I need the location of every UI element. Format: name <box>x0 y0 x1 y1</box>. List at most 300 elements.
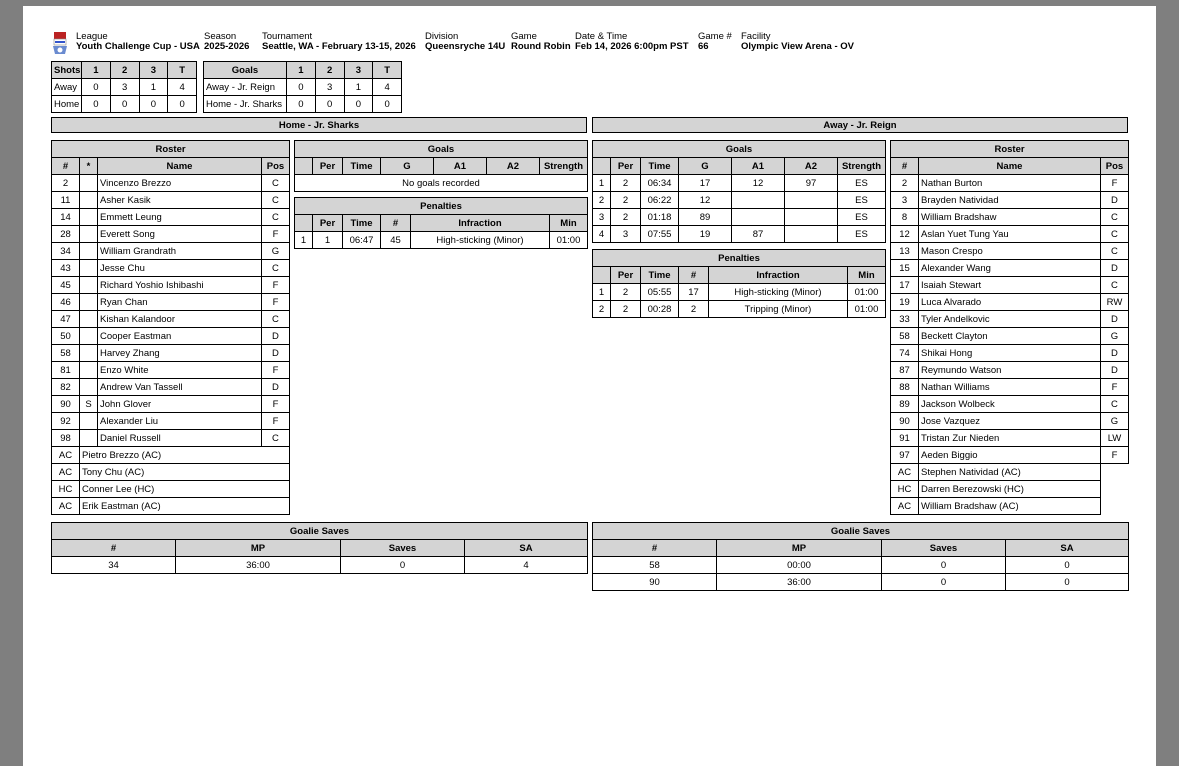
staff-role: HC <box>891 481 919 498</box>
away-goal-row-cell: 2 <box>611 192 641 209</box>
league-logo-icon <box>51 31 69 55</box>
home-roster-row-cell <box>80 209 98 226</box>
away-roster-row <box>891 328 1129 345</box>
away-roster-row-cell: LW <box>1100 430 1128 447</box>
away-roster-row <box>891 209 1129 226</box>
home-roster-title-row <box>52 141 290 158</box>
home-roster-row-cell <box>80 362 98 379</box>
home-saves-row-cell: 4 <box>465 557 588 574</box>
away-penalty-row <box>593 301 886 318</box>
saves-header: Saves <box>341 540 465 557</box>
away-roster-body <box>891 175 1129 515</box>
away-roster-row <box>891 345 1129 362</box>
away-roster-row <box>891 362 1129 379</box>
facility-value: Olympic View Arena - OV <box>741 41 854 52</box>
home-roster-row <box>52 413 290 430</box>
home-roster-row-cell: S <box>80 396 98 413</box>
away-roster-row <box>891 192 1129 209</box>
home-saves-row-cell: 0 <box>341 557 465 574</box>
staff-role: AC <box>891 498 919 515</box>
home-roster-row-cell: C <box>261 260 289 277</box>
index-header <box>295 158 313 175</box>
home-roster-header-row <box>52 158 290 175</box>
home-roster-row <box>52 311 290 328</box>
staff-row <box>52 498 290 515</box>
away-roster-row-cell: F <box>1100 175 1128 192</box>
away-penalty-row-cell: 2 <box>611 301 641 318</box>
shots-row-cell: 1 <box>139 79 168 96</box>
away-roster-row-cell: Alexander Wang <box>919 260 1101 277</box>
index-header <box>593 158 611 175</box>
staff-row <box>52 447 290 464</box>
home-roster-row-cell: F <box>261 362 289 379</box>
tournament-field <box>262 32 416 52</box>
home-roster-row-cell: Kishan Kalandoor <box>98 311 262 328</box>
away-goal-row-cell: ES <box>837 226 885 243</box>
shots-row-cell: 0 <box>139 96 168 113</box>
away-goal-row-cell: 19 <box>679 226 732 243</box>
home-roster-row-cell <box>80 379 98 396</box>
shots-row <box>52 96 197 113</box>
away-roster-title-row <box>891 141 1129 158</box>
home-roster-row-cell: 92 <box>52 413 80 430</box>
away-roster-row-cell: Tyler Andelkovic <box>919 311 1101 328</box>
away-saves-row-cell: 90 <box>593 574 717 591</box>
away-penalty-row-cell: 2 <box>679 301 709 318</box>
away-roster-row-cell: 17 <box>891 277 919 294</box>
away-roster-row-cell: 97 <box>891 447 919 464</box>
home-penalty-row-cell: 1 <box>295 232 313 249</box>
away-saves-header-row <box>593 540 1129 557</box>
season-field <box>204 32 249 52</box>
infraction-header: Infraction <box>411 215 550 232</box>
total-header: T <box>373 62 402 79</box>
home-penalties-header-row <box>295 215 588 232</box>
home-saves-row-cell: 34 <box>52 557 176 574</box>
away-saves-title-row <box>593 523 1129 540</box>
home-goals-title-row <box>295 141 588 158</box>
away-saves-row-cell: 0 <box>882 557 1006 574</box>
away-goals-header-row <box>593 158 886 175</box>
shots-summary-table <box>51 61 197 113</box>
time-header: Time <box>343 215 381 232</box>
home-penalties-title-row <box>295 198 588 215</box>
shots-header-row <box>52 62 197 79</box>
away-saves-row-cell: 0 <box>1006 574 1129 591</box>
shots-row-cell: 4 <box>168 79 197 96</box>
home-saves-title-row <box>52 523 588 540</box>
home-roster-row <box>52 294 290 311</box>
period-2-header: 2 <box>110 62 139 79</box>
away-penalty-row-cell: 01:00 <box>847 284 885 301</box>
datetime-label: Date & Time <box>575 31 628 42</box>
league-field <box>76 32 200 52</box>
away-roster-row <box>891 447 1129 464</box>
home-saves-title: Goalie Saves <box>52 523 588 540</box>
infraction-header: Infraction <box>709 267 848 284</box>
away-roster-row-cell: 87 <box>891 362 919 379</box>
shots-against-header: SA <box>465 540 588 557</box>
home-roster-row-cell: C <box>261 430 289 447</box>
game-label: Game <box>511 31 537 42</box>
home-saves-row-cell: 36:00 <box>176 557 341 574</box>
away-roster-table <box>890 140 1129 515</box>
away-goal-row-cell: 89 <box>679 209 732 226</box>
minutes-header: Min <box>549 215 587 232</box>
name-header: Name <box>919 158 1101 175</box>
time-header: Time <box>641 158 679 175</box>
home-roster-table <box>51 140 290 515</box>
away-roster-row-cell: Tristan Zur Nieden <box>919 430 1101 447</box>
away-roster-row-cell: Reymundo Watson <box>919 362 1101 379</box>
goals-summary-body <box>204 79 402 113</box>
away-roster-row-cell: Shikai Hong <box>919 345 1101 362</box>
away-roster-row <box>891 311 1129 328</box>
shots-row-cell: 0 <box>82 96 111 113</box>
no-goals-message: No goals recorded <box>295 175 588 192</box>
home-roster-row-cell: Richard Yoshio Ishibashi <box>98 277 262 294</box>
goals-summary-header-row <box>204 62 402 79</box>
away-goal-row-cell: 87 <box>731 226 784 243</box>
home-roster-row-cell: 14 <box>52 209 80 226</box>
period-header: Per <box>313 158 343 175</box>
away-saves-title: Goalie Saves <box>593 523 1129 540</box>
game-value: Round Robin <box>511 41 571 52</box>
away-roster-row <box>891 379 1129 396</box>
home-roster-row-cell <box>80 413 98 430</box>
datetime-field <box>575 32 689 52</box>
away-roster-row-cell: 33 <box>891 311 919 328</box>
period-header: Per <box>611 267 641 284</box>
assist-1-header: A1 <box>731 158 784 175</box>
period-3-header: 3 <box>344 62 373 79</box>
home-roster-row-cell: Harvey Zhang <box>98 345 262 362</box>
away-roster-row <box>891 260 1129 277</box>
home-roster-row-cell: D <box>261 345 289 362</box>
home-goals-title: Goals <box>295 141 588 158</box>
assist-2-header: A2 <box>486 158 539 175</box>
home-roster-row-cell: 11 <box>52 192 80 209</box>
home-saves-row <box>52 557 588 574</box>
home-roster-row-cell <box>80 430 98 447</box>
scoresheet-page <box>23 6 1156 766</box>
away-goalie-saves-table <box>592 522 1129 591</box>
home-roster-row-cell: Vincenzo Brezzo <box>98 175 262 192</box>
away-goals-title-row <box>593 141 886 158</box>
away-goal-row-cell <box>784 226 837 243</box>
away-goals-body <box>593 175 886 243</box>
home-roster-row-cell: 46 <box>52 294 80 311</box>
game-number-value: 66 <box>698 41 709 52</box>
period-1-header: 1 <box>287 62 316 79</box>
away-saves-row-cell: 0 <box>1006 557 1129 574</box>
away-goal-row-cell <box>731 209 784 226</box>
game-field <box>511 32 571 52</box>
away-goal-row-cell: 1 <box>593 175 611 192</box>
strength-header: Strength <box>539 158 587 175</box>
away-saves-row-cell: 00:00 <box>717 557 882 574</box>
division-label: Division <box>425 31 459 42</box>
away-goal-row-cell: 97 <box>784 175 837 192</box>
index-header <box>295 215 313 232</box>
away-penalty-row-cell: 2 <box>593 301 611 318</box>
staff-name: Conner Lee (HC) <box>80 481 290 498</box>
away-goals-table <box>592 140 886 243</box>
away-goal-row-cell <box>784 209 837 226</box>
home-goals-body <box>295 175 588 192</box>
game-number-label: Game # <box>698 31 732 42</box>
season-label: Season <box>204 31 237 42</box>
home-roster-row-cell: F <box>261 413 289 430</box>
away-saves-row <box>593 574 1129 591</box>
position-header: Pos <box>261 158 289 175</box>
home-penalties-title: Penalties <box>295 198 588 215</box>
away-roster-row-cell: C <box>1100 209 1128 226</box>
away-saves-row-cell: 36:00 <box>717 574 882 591</box>
away-roster-row-cell: RW <box>1100 294 1128 311</box>
away-roster-row-cell: D <box>1100 345 1128 362</box>
away-roster-row-cell: D <box>1100 311 1128 328</box>
away-goal-row-cell: 3 <box>593 209 611 226</box>
goalie-number-header: # <box>593 540 717 557</box>
staff-role: AC <box>891 464 919 481</box>
staff-name: Stephen Natividad (AC) <box>919 464 1101 481</box>
staff-role: HC <box>52 481 80 498</box>
away-goal-row <box>593 209 886 226</box>
staff-row <box>52 464 290 481</box>
staff-name: Erik Eastman (AC) <box>80 498 290 515</box>
assist-2-header: A2 <box>784 158 837 175</box>
home-penalty-row-cell: 06:47 <box>343 232 381 249</box>
goal-header: G <box>679 158 732 175</box>
season-value: 2025-2026 <box>204 41 250 52</box>
away-penalty-row-cell: High-sticking (Minor) <box>709 284 848 301</box>
number-header: # <box>891 158 919 175</box>
away-goal-row-cell: 07:55 <box>641 226 679 243</box>
away-roster-row-cell: Brayden Natividad <box>919 192 1101 209</box>
home-roster-row <box>52 260 290 277</box>
home-goalie-saves-table <box>51 522 588 574</box>
home-penalties-body <box>295 232 588 249</box>
home-penalty-row-cell: 1 <box>313 232 343 249</box>
home-roster-row-cell: 45 <box>52 277 80 294</box>
staff-role: AC <box>52 464 80 481</box>
home-roster-row <box>52 430 290 447</box>
home-roster-row-cell <box>80 192 98 209</box>
period-1-header: 1 <box>82 62 111 79</box>
saves-header: Saves <box>882 540 1006 557</box>
league-value: Youth Challenge Cup - USA <box>76 41 200 52</box>
home-roster-row-cell: 82 <box>52 379 80 396</box>
player-number-header: # <box>381 215 411 232</box>
datetime-value: Feb 14, 2026 6:00pm PST <box>575 41 689 52</box>
goals-summary-row-cell: 4 <box>373 79 402 96</box>
away-roster-row-cell: Jackson Wolbeck <box>919 396 1101 413</box>
staff-role: AC <box>52 447 80 464</box>
away-team-title: Away - Jr. Reign <box>592 117 1128 133</box>
home-roster-row-cell: F <box>261 396 289 413</box>
away-goal-row-cell: ES <box>837 192 885 209</box>
home-roster-row-cell <box>80 328 98 345</box>
home-roster-row-cell <box>80 243 98 260</box>
home-roster-row-cell <box>80 345 98 362</box>
away-roster-row-cell: G <box>1100 413 1128 430</box>
away-roster-row-cell: 19 <box>891 294 919 311</box>
home-roster-row-cell: C <box>261 311 289 328</box>
away-goal-row-cell: 12 <box>731 175 784 192</box>
home-roster-row-cell: Jesse Chu <box>98 260 262 277</box>
home-roster-row <box>52 192 290 209</box>
home-penalty-row-cell: 45 <box>381 232 411 249</box>
away-goal-row-cell: 2 <box>593 192 611 209</box>
shots-row-cell: 0 <box>168 96 197 113</box>
home-penalty-row <box>295 232 588 249</box>
away-penalty-row-cell: 2 <box>611 284 641 301</box>
home-roster-row-cell: William Grandrath <box>98 243 262 260</box>
away-penalty-row-cell: 1 <box>593 284 611 301</box>
home-roster-row <box>52 396 290 413</box>
assist-1-header: A1 <box>433 158 486 175</box>
goals-summary-row-cell: 3 <box>315 79 344 96</box>
away-roster-row <box>891 243 1129 260</box>
shots-header: Shots <box>52 62 82 79</box>
away-roster-row-cell: Nathan Williams <box>919 379 1101 396</box>
home-roster-row <box>52 362 290 379</box>
home-goals-header-row <box>295 158 588 175</box>
home-roster-row-cell: D <box>261 328 289 345</box>
away-roster-row <box>891 175 1129 192</box>
away-roster-row-cell: 90 <box>891 413 919 430</box>
away-roster-row-cell: 58 <box>891 328 919 345</box>
home-roster-row-cell: John Glover <box>98 396 262 413</box>
away-roster-row-cell: C <box>1100 243 1128 260</box>
staff-name: William Bradshaw (AC) <box>919 498 1101 515</box>
away-goal-row-cell <box>784 192 837 209</box>
away-roster-row-cell: D <box>1100 192 1128 209</box>
away-roster-row-cell: Mason Crespo <box>919 243 1101 260</box>
time-header: Time <box>343 158 381 175</box>
division-value: Queensryche 14U <box>425 41 506 52</box>
away-roster-row <box>891 277 1129 294</box>
strength-header: Strength <box>837 158 885 175</box>
away-roster-row-cell: Aeden Biggio <box>919 447 1101 464</box>
away-saves-row <box>593 557 1129 574</box>
home-roster-row-cell: 47 <box>52 311 80 328</box>
home-roster-row-cell: C <box>261 175 289 192</box>
away-goal-row-cell: 2 <box>611 175 641 192</box>
away-roster-header-row <box>891 158 1129 175</box>
shots-against-header: SA <box>1006 540 1129 557</box>
away-roster-row-cell: F <box>1100 379 1128 396</box>
player-number-header: # <box>679 267 709 284</box>
away-roster-row-cell: Luca Alvarado <box>919 294 1101 311</box>
away-roster-row-cell: 8 <box>891 209 919 226</box>
home-roster-row-cell <box>80 311 98 328</box>
home-roster-row-cell: 34 <box>52 243 80 260</box>
goals-summary-row <box>204 96 402 113</box>
home-roster-row <box>52 243 290 260</box>
goals-summary-row-cell: 0 <box>287 79 316 96</box>
away-roster-row-cell: William Bradshaw <box>919 209 1101 226</box>
starter-header: * <box>80 158 98 175</box>
index-header <box>593 267 611 284</box>
goals-summary-row-cell: 0 <box>287 96 316 113</box>
away-goal-row <box>593 226 886 243</box>
away-roster-row-cell: 91 <box>891 430 919 447</box>
home-roster-row-cell: 90 <box>52 396 80 413</box>
period-3-header: 3 <box>139 62 168 79</box>
division-field <box>425 32 505 52</box>
tournament-value: Seattle, WA - February 13-15, 2026 <box>262 41 416 52</box>
away-penalty-row-cell: 01:00 <box>847 301 885 318</box>
goals-summary-table <box>203 61 402 113</box>
away-goal-row-cell: 12 <box>679 192 732 209</box>
home-roster-row-cell: 2 <box>52 175 80 192</box>
home-roster-row <box>52 209 290 226</box>
away-roster-row-cell: 3 <box>891 192 919 209</box>
home-roster-row <box>52 328 290 345</box>
staff-role: AC <box>52 498 80 515</box>
away-roster-row-cell: G <box>1100 328 1128 345</box>
home-penalties-table <box>294 197 588 249</box>
goals-summary-row-cell: 1 <box>344 79 373 96</box>
home-saves-header-row <box>52 540 588 557</box>
staff-name: Darren Berezowski (HC) <box>919 481 1101 498</box>
away-penalties-title-row <box>593 250 886 267</box>
home-roster-row-cell <box>80 260 98 277</box>
number-header: # <box>52 158 80 175</box>
away-roster-row-cell: Aslan Yuet Tung Yau <box>919 226 1101 243</box>
away-penalty-row-cell: Tripping (Minor) <box>709 301 848 318</box>
home-roster-row-cell <box>80 277 98 294</box>
facility-label: Facility <box>741 31 771 42</box>
away-goal-row-cell: 01:18 <box>641 209 679 226</box>
away-roster-row-cell: 88 <box>891 379 919 396</box>
away-penalty-row <box>593 284 886 301</box>
goals-summary-row-cell: Home - Jr. Sharks <box>204 96 287 113</box>
home-roster-row-cell: Cooper Eastman <box>98 328 262 345</box>
home-roster-row-cell: F <box>261 294 289 311</box>
shots-row-cell: Home <box>52 96 82 113</box>
away-goal-row-cell: 06:34 <box>641 175 679 192</box>
home-roster-row-cell: 43 <box>52 260 80 277</box>
league-label: League <box>76 31 108 42</box>
home-roster-row-cell: 28 <box>52 226 80 243</box>
away-roster-row-cell: C <box>1100 226 1128 243</box>
home-goals-table <box>294 140 588 192</box>
home-roster-row-cell: Ryan Chan <box>98 294 262 311</box>
away-goal-row-cell: 17 <box>679 175 732 192</box>
home-roster-row-cell <box>80 294 98 311</box>
home-roster-title: Roster <box>52 141 290 158</box>
home-roster-row <box>52 175 290 192</box>
position-header: Pos <box>1100 158 1128 175</box>
total-header: T <box>168 62 197 79</box>
tournament-label: Tournament <box>262 31 313 42</box>
away-roster-row <box>891 396 1129 413</box>
home-team-title: Home - Jr. Sharks <box>51 117 587 133</box>
home-roster-row-cell: Alexander Liu <box>98 413 262 430</box>
no-goals-row <box>295 175 588 192</box>
home-penalty-row-cell: 01:00 <box>549 232 587 249</box>
home-roster-row-cell: C <box>261 192 289 209</box>
home-roster-row-cell: 98 <box>52 430 80 447</box>
goals-header: Goals <box>204 62 287 79</box>
facility-field <box>741 32 854 52</box>
home-roster-row-cell: G <box>261 243 289 260</box>
away-roster-row-cell: F <box>1100 447 1128 464</box>
away-roster-row-cell: C <box>1100 396 1128 413</box>
